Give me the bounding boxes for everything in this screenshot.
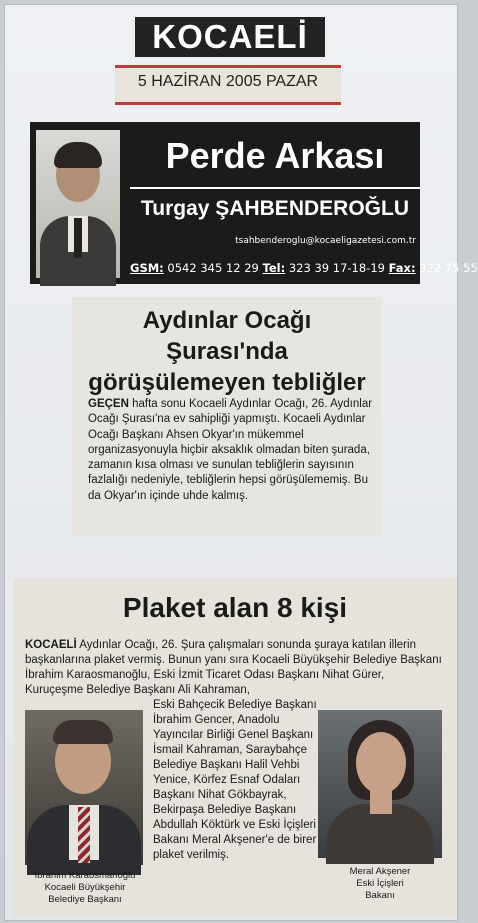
caption-line: Bakanı: [365, 890, 395, 901]
column-author: Turgay ŞAHBENDEROĞLU: [130, 187, 420, 229]
lead-text: Aydınlar Ocağı, 26. Şura çalışmaları sonunda şuraya katılan illerin başkanlarına plaket vermiş. Bunun yanı sıra Kocaeli Büyükşehir Belediye Başkanı İbrahim Karaosmanoğlu, Eski İzmit Ticaret Odası Başkanı Nihat Gürer, Kuruçeşme Belediye Başkanı Ali Kahraman,: [25, 639, 442, 696]
caption-line: İbrahim Karaosmanoğlu: [34, 870, 136, 881]
tel-label: Tel:: [262, 261, 286, 275]
gsm-number: 0542 345 12 29: [167, 261, 259, 275]
fax-number: 322 75 55: [419, 261, 478, 275]
caption-line: Eski İçişleri: [356, 878, 404, 889]
column-banner: [30, 122, 478, 284]
column-title: Perde Arkası: [165, 135, 385, 176]
article-lead: [25, 638, 445, 698]
issue-date: 5 HAZİRAN 2005 PAZAR: [115, 65, 341, 105]
caption-line: Kocaeli Büyükşehir: [44, 882, 126, 893]
tel-number: 323 39 17-18-19: [288, 261, 385, 275]
newspaper-masthead: KOCAELİ: [135, 17, 325, 57]
fax-label: Fax:: [388, 261, 416, 275]
headline-line: Aydınlar Ocağı: [142, 307, 312, 334]
scrapbook-page: [4, 4, 478, 921]
article-plaket: [13, 578, 457, 918]
caption-line: Meral Akşener: [349, 866, 411, 877]
headline-line: görüşülemeyen tebliğler: [88, 369, 366, 396]
author-photo: [36, 130, 120, 278]
author-contacts: [130, 258, 478, 278]
caption-line: Belediye Başkanı: [48, 894, 122, 905]
headline-line: Şurası'nda: [166, 338, 288, 365]
aksener-photo: [318, 710, 442, 858]
article-body: [88, 397, 378, 504]
karaosmanoglu-photo: [25, 710, 143, 865]
photo-caption-left: [25, 870, 145, 906]
photo-caption-right: [318, 866, 442, 902]
gsm-label: GSM:: [130, 261, 164, 275]
author-email: tsahbenderoglu@kocaeligazetesi.com.tr: [235, 236, 416, 246]
article-column-text: Eski Bahçecik Belediye Başkanı İbrahim Gencer, Anadolu Yayıncılar Birliği Genel Başkanı İsmail Kahraman, Saraybahçe Belediye Başkanı Halil Vehbi Yenice, Körfez Esnaf Odaları Başkanı Nihat Gökbayrak, Bekirpaşa Belediye Başkanı Abdullah Köktürk ve Eski İçişleri Bakanı Meral Akşener'e de birer plaket verilmiş.: [153, 699, 317, 861]
article-tebligler: [72, 297, 382, 537]
article-headline: Plaket alan 8 kişi: [122, 592, 348, 623]
article-headline: [72, 305, 382, 398]
lead-word: GEÇEN: [88, 398, 129, 410]
body-text: hafta sonu Kocaeli Aydınlar Ocağı, 26. Aydınlar Ocağı Şurası'na ev sahipliği yapmıştı. Kocaeli Aydınlar Ocağı Başkanı Ahsen Okyar'ın mükemmel organizasyonuyla hiçbir aksaklık olmadan biten şurada, zamanın kısa olması ve sunulan tebliğlerin sayısının fazlalığı nedeniyle, tebliğlerin hepsi görüşülememiş. Bu da Okyar'ın içinde uhde kalmış.: [88, 398, 373, 502]
lead-word: KOCAELİ: [25, 639, 77, 651]
